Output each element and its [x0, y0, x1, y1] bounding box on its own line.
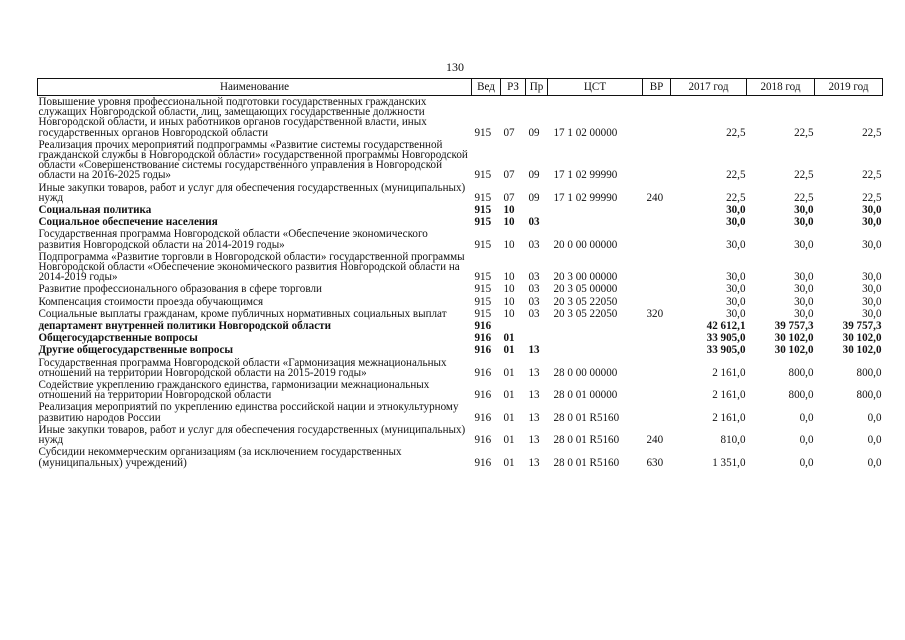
cell-pr: 03	[528, 271, 540, 284]
cell-y2019: 22,5	[862, 169, 882, 182]
cell-y2019: 800,0	[856, 389, 882, 402]
cell-rz: 01	[503, 434, 515, 447]
cell-y2017: 1 351,0	[712, 456, 746, 469]
table-row	[38, 283, 883, 295]
cell-vr	[643, 379, 671, 401]
cell-y2017: 42 612,1	[706, 320, 746, 333]
cell-pr: 13	[528, 456, 540, 469]
cell-vr	[643, 228, 671, 250]
header-2018: 2018 год	[747, 79, 815, 96]
cell-cst	[548, 344, 643, 356]
cell-vr	[643, 139, 671, 182]
budget-table	[37, 78, 883, 469]
cell-cst: 28 0 01 R5160	[553, 456, 620, 469]
cell-vr	[643, 204, 671, 216]
cell-rz: 01	[503, 411, 515, 424]
cell-rz: 07	[503, 126, 515, 139]
cell-cst: 28 0 00 00000	[553, 366, 618, 379]
cell-y2017: 2 161,0	[712, 366, 746, 379]
cell-vr	[643, 251, 671, 284]
cell-y2018: 800,0	[788, 389, 814, 402]
cell-rz: 07	[503, 191, 515, 204]
cell-name: Субсидии некоммерческим организациям (за исключением государственных (муниципальных) учреждений)	[38, 446, 402, 469]
cell-vr	[643, 96, 671, 139]
cell-vr: 320	[646, 307, 664, 320]
cell-y2019: 30,0	[862, 295, 882, 308]
cell-vr	[643, 401, 671, 423]
cell-y2019: 0,0	[867, 411, 882, 424]
table-row	[38, 424, 883, 446]
cell-y2018: 30,0	[794, 295, 814, 308]
cell-cst	[548, 320, 643, 332]
cell-cst: 28 0 01 R5160	[553, 411, 620, 424]
cell-name: Общегосударственные вопросы	[38, 332, 198, 345]
cell-y2018: 30 102,0	[774, 344, 814, 357]
cell-cst	[548, 332, 643, 344]
cell-cst: 20 3 00 00000	[553, 271, 618, 284]
cell-cst: 17 1 02 99990	[553, 169, 618, 182]
cell-vr: 240	[646, 191, 664, 204]
cell-y2019: 30 102,0	[842, 332, 882, 345]
cell-y2017: 33 905,0	[706, 344, 746, 357]
cell-name: Социальная политика	[38, 204, 152, 217]
cell-y2018: 22,5	[794, 191, 814, 204]
cell-pr: 03	[528, 307, 540, 320]
cell-y2019: 30 102,0	[842, 344, 882, 357]
cell-ved: 915	[474, 204, 492, 217]
cell-y2018: 30,0	[794, 216, 814, 229]
table-row	[38, 204, 883, 216]
cell-vr: 630	[646, 456, 664, 469]
cell-pr: 03	[528, 283, 540, 296]
cell-y2019: 22,5	[862, 191, 882, 204]
header-2017: 2017 год	[671, 79, 747, 96]
table-row	[38, 344, 883, 356]
table-row	[38, 446, 883, 468]
cell-rz: 10	[503, 295, 515, 308]
cell-ved: 916	[474, 434, 492, 447]
cell-rz: 10	[503, 238, 515, 251]
cell-ved: 915	[474, 169, 492, 182]
cell-vr	[643, 344, 671, 356]
cell-rz	[501, 320, 526, 332]
table-row	[38, 228, 883, 250]
cell-name: Социальное обеспечение населения	[38, 216, 218, 229]
cell-name: Государственная программа Новгородской области «Обеспечение экономического развития Новгородской области на 2014-2019 годы»	[38, 228, 428, 251]
cell-cst	[548, 204, 643, 216]
header-vr: ВР	[643, 79, 671, 96]
cell-name: Содействие укреплению гражданского единства, гармонизации межнациональных отношений на территории Новгородской области	[38, 379, 430, 402]
cell-vr	[643, 216, 671, 228]
cell-pr	[526, 332, 548, 344]
table-row	[38, 379, 883, 401]
header-pr: Пр	[526, 79, 548, 96]
cell-y2018: 30 102,0	[774, 332, 814, 345]
cell-y2018: 30,0	[794, 283, 814, 296]
cell-pr	[526, 204, 548, 216]
cell-y2019: 0,0	[867, 434, 882, 447]
cell-y2018: 800,0	[788, 366, 814, 379]
cell-pr: 13	[528, 344, 540, 357]
table-row	[38, 96, 883, 139]
cell-rz: 01	[503, 344, 515, 357]
cell-y2018: 0,0	[799, 456, 814, 469]
cell-vr	[643, 332, 671, 344]
cell-pr: 13	[528, 434, 540, 447]
cell-name: Повышение уровня профессиональной подготовки государственных гражданских служащих Новгородской области, лиц, замещающих государственные должности Новгородской области, и иных работников органов государственной власти, иных государственных органов Новгородской области	[38, 96, 427, 139]
cell-ved: 915	[474, 271, 492, 284]
page-number: 130	[446, 60, 464, 74]
cell-rz: 10	[503, 307, 515, 320]
cell-y2017: 810,0	[720, 434, 746, 447]
cell-y2017: 33 905,0	[706, 332, 746, 345]
table-row	[38, 296, 883, 308]
cell-pr	[526, 320, 548, 332]
header-rz: РЗ	[501, 79, 526, 96]
cell-y2019: 22,5	[862, 126, 882, 139]
cell-y2019: 30,0	[862, 204, 882, 217]
cell-y2018: 22,5	[794, 126, 814, 139]
cell-y2018: 30,0	[794, 204, 814, 217]
cell-ved: 915	[474, 191, 492, 204]
cell-rz: 01	[503, 389, 515, 402]
table-row	[38, 251, 883, 284]
cell-name: Развитие профессионального образования в сфере торговли	[38, 283, 322, 296]
cell-name: Иные закупки товаров, работ и услуг для обеспечения государственных (муниципальных) нужд	[38, 423, 466, 447]
table-row	[38, 401, 883, 423]
cell-ved: 915	[474, 283, 492, 296]
cell-rz: 10	[503, 271, 515, 284]
cell-vr	[643, 283, 671, 295]
cell-name: Реализация прочих мероприятий подпрограммы «Развитие системы государственной гражданской службы в Новгородской области» государственной программы Новгородской области «Совершенствование системы государственного управления в Новгородской области на 2016-2025 годы»	[38, 138, 468, 182]
header-name: Наименование	[38, 79, 472, 96]
cell-y2017: 30,0	[726, 307, 746, 320]
cell-ved: 916	[474, 389, 492, 402]
cell-name: департамент внутренней политики Новгородской области	[38, 320, 331, 333]
cell-rz: 01	[503, 332, 515, 345]
cell-cst: 17 1 02 00000	[553, 126, 618, 139]
cell-y2019: 30,0	[862, 238, 882, 251]
cell-vr: 240	[646, 434, 664, 447]
cell-y2019: 0,0	[867, 456, 882, 469]
cell-pr: 03	[528, 295, 540, 308]
cell-cst: 17 1 02 99990	[553, 191, 618, 204]
cell-pr: 03	[528, 238, 540, 251]
cell-name: Государственная программа Новгородской области «Гармонизация межнациональных отношений на территории Новгородской области на 2015-2019 годы»	[38, 356, 447, 379]
cell-y2017: 30,0	[726, 283, 746, 296]
cell-vr	[643, 357, 671, 379]
cell-pr: 09	[528, 126, 540, 139]
cell-rz: 01	[503, 366, 515, 379]
cell-pr: 13	[528, 389, 540, 402]
cell-y2017: 2 161,0	[712, 389, 746, 402]
cell-y2018: 22,5	[794, 169, 814, 182]
table-row	[38, 332, 883, 344]
cell-cst	[548, 216, 643, 228]
cell-ved: 915	[474, 238, 492, 251]
cell-y2017: 22,5	[726, 191, 746, 204]
cell-pr: 09	[528, 191, 540, 204]
cell-y2018: 30,0	[794, 271, 814, 284]
cell-vr	[643, 320, 671, 332]
cell-rz: 01	[503, 456, 515, 469]
cell-y2017: 22,5	[726, 169, 746, 182]
table-row	[38, 308, 883, 320]
cell-ved: 916	[474, 320, 492, 333]
cell-ved: 916	[474, 332, 492, 345]
cell-rz: 10	[503, 216, 515, 229]
table-row	[38, 320, 883, 332]
cell-pr: 09	[528, 169, 540, 182]
cell-cst: 20 0 00 00000	[553, 238, 618, 251]
cell-y2018: 0,0	[799, 434, 814, 447]
cell-y2018: 0,0	[799, 411, 814, 424]
cell-y2017: 2 161,0	[712, 411, 746, 424]
table-header-row	[38, 79, 883, 96]
cell-y2018: 39 757,3	[774, 320, 814, 333]
cell-y2017: 30,0	[726, 216, 746, 229]
cell-ved: 916	[474, 456, 492, 469]
cell-rz: 10	[503, 283, 515, 296]
table-row	[38, 357, 883, 379]
table-row	[38, 182, 883, 204]
cell-cst: 28 0 01 00000	[553, 389, 618, 402]
cell-ved: 916	[474, 411, 492, 424]
cell-ved: 915	[474, 307, 492, 320]
cell-pr: 03	[528, 216, 540, 229]
cell-ved: 915	[474, 126, 492, 139]
cell-y2017: 30,0	[726, 271, 746, 284]
cell-name: Компенсация стоимости проезда обучающимся	[38, 295, 264, 308]
cell-name: Другие общегосударственные вопросы	[38, 344, 234, 357]
cell-y2019: 800,0	[856, 366, 882, 379]
cell-name: Иные закупки товаров, работ и услуг для обеспечения государственных (муниципальных) нужд	[38, 181, 466, 204]
cell-name: Социальные выплаты гражданам, кроме публичных нормативных социальных выплат	[38, 307, 447, 320]
cell-y2019: 30,0	[862, 283, 882, 296]
cell-y2017: 30,0	[726, 295, 746, 308]
cell-cst: 20 3 05 00000	[553, 283, 618, 296]
cell-y2017: 30,0	[726, 204, 746, 217]
cell-rz: 10	[503, 204, 515, 217]
cell-pr: 13	[528, 366, 540, 379]
cell-y2018: 30,0	[794, 307, 814, 320]
cell-ved: 915	[474, 295, 492, 308]
header-2019: 2019 год	[815, 79, 883, 96]
cell-name: Реализация мероприятий по укреплению единства российской нации и этнокультурному развитию народов России	[38, 401, 459, 424]
cell-rz: 07	[503, 169, 515, 182]
cell-y2019: 39 757,3	[842, 320, 882, 333]
table-row	[38, 139, 883, 182]
cell-pr: 13	[528, 411, 540, 424]
cell-y2019: 30,0	[862, 307, 882, 320]
cell-ved: 916	[474, 344, 492, 357]
cell-cst: 20 3 05 22050	[553, 295, 618, 308]
cell-name: Подпрограмма «Развитие торговли в Новгородской области» государственной программы Новгородской области «Обеспечение экономического развития Новгородской области на 2014-2019 годы»	[38, 250, 465, 284]
cell-ved: 915	[474, 216, 492, 229]
table-body	[38, 96, 883, 469]
header-cst: ЦСТ	[548, 79, 643, 96]
table-row	[38, 216, 883, 228]
cell-y2019: 30,0	[862, 271, 882, 284]
header-ved: Вед	[472, 79, 501, 96]
cell-y2017: 30,0	[726, 238, 746, 251]
cell-y2018: 30,0	[794, 238, 814, 251]
cell-cst: 20 3 05 22050	[553, 307, 618, 320]
cell-y2017: 22,5	[726, 126, 746, 139]
cell-cst: 28 0 01 R5160	[553, 434, 620, 447]
cell-ved: 916	[474, 366, 492, 379]
cell-y2019: 30,0	[862, 216, 882, 229]
cell-vr	[643, 296, 671, 308]
